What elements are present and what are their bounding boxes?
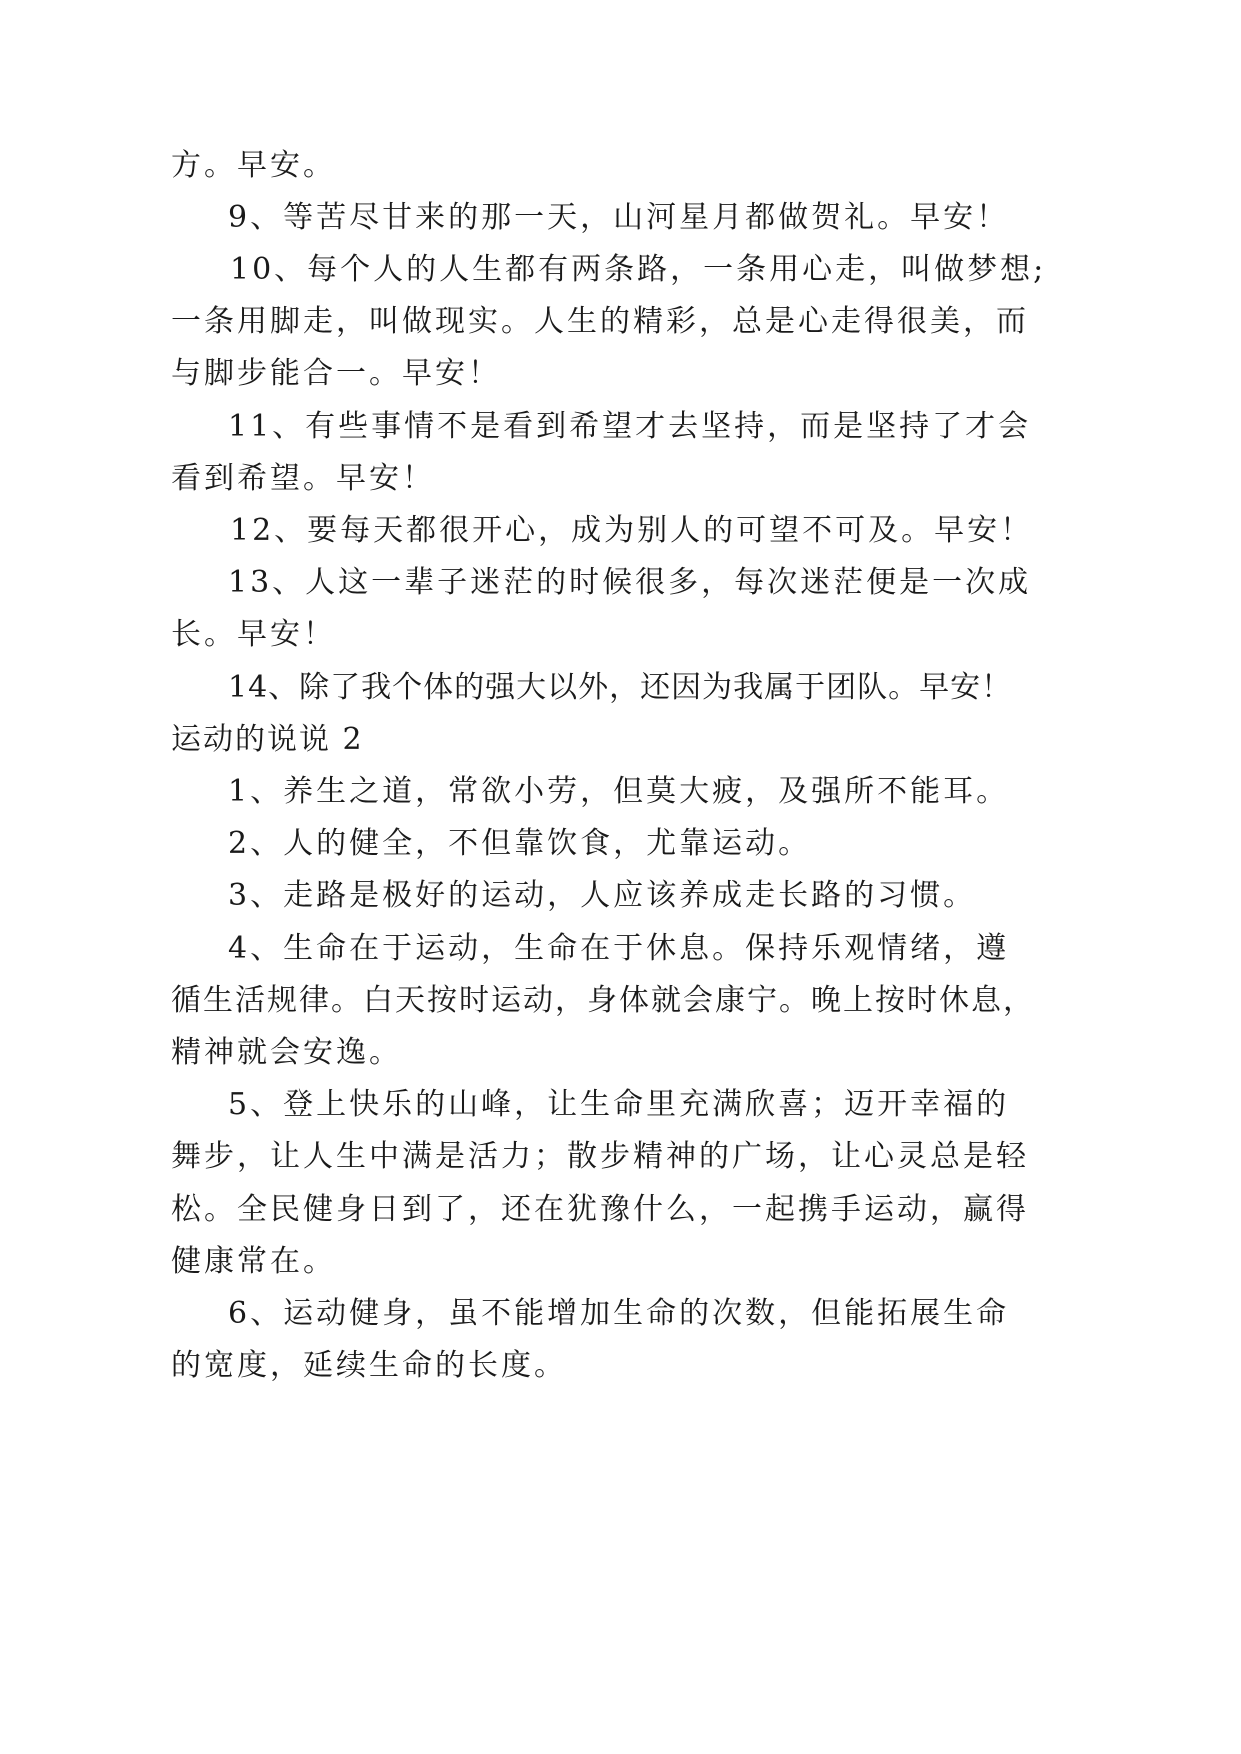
text-line: 4、生命在于运动，生命在于休息。保持乐观情绪，遵 [228, 931, 1010, 966]
text-line: 松。全民健身日到了，还在犹豫什么，一起携手运动，赢得 [171, 1192, 1029, 1227]
text-line: 长。早安！ [171, 617, 336, 652]
text-line: 方。早安。 [171, 148, 336, 183]
section-heading: 运动的说说 2 [171, 722, 364, 757]
text-line: 9、等苦尽甘来的那一天，山河星月都做贺礼。早安！ [228, 200, 1010, 235]
text-line: 2、人的健全，不但靠饮食，尤靠运动。 [228, 826, 812, 861]
text-line: 10、每个人的人生都有两条路，一条用心走，叫做梦想; [230, 252, 1047, 287]
text-line: 与脚步能合一。早安！ [171, 356, 501, 391]
text-line: 3、走路是极好的运动，人应该养成走长路的习惯。 [228, 878, 977, 913]
text-line: 11、有些事情不是看到希望才去坚持，而是坚持了才会 [228, 409, 1032, 444]
text-line: 循生活规律。白天按时运动，身体就会康宁。晚上按时休息， [171, 983, 1035, 1018]
text-line: 6、运动健身，虽不能增加生命的次数，但能拓展生命 [228, 1296, 1010, 1331]
text-line: 13、人这一辈子迷茫的时候很多，每次迷茫便是一次成 [228, 565, 1032, 600]
text-line: 看到希望。早安！ [171, 461, 435, 496]
text-line: 14、除了我个体的强大以外，还因为我属于团队。早安！ [228, 670, 1013, 705]
text-line: 的宽度，延续生命的长度。 [171, 1348, 567, 1383]
text-line: 12、要每天都很开心，成为别人的可望不可及。早安！ [230, 513, 1034, 548]
text-line: 舞步，让人生中满是活力；散步精神的广场，让心灵总是轻 [171, 1139, 1029, 1174]
text-line: 一条用脚走，叫做现实。人生的精彩，总是心走得很美，而 [171, 304, 1029, 339]
text-line: 精神就会安逸。 [171, 1035, 402, 1070]
text-line: 1、养生之道，常欲小劳，但莫大疲，及强所不能耳。 [228, 774, 1010, 809]
text-line: 5、登上快乐的山峰，让生命里充满欣喜；迈开幸福的 [228, 1087, 1010, 1122]
text-line: 健康常在。 [171, 1244, 336, 1279]
